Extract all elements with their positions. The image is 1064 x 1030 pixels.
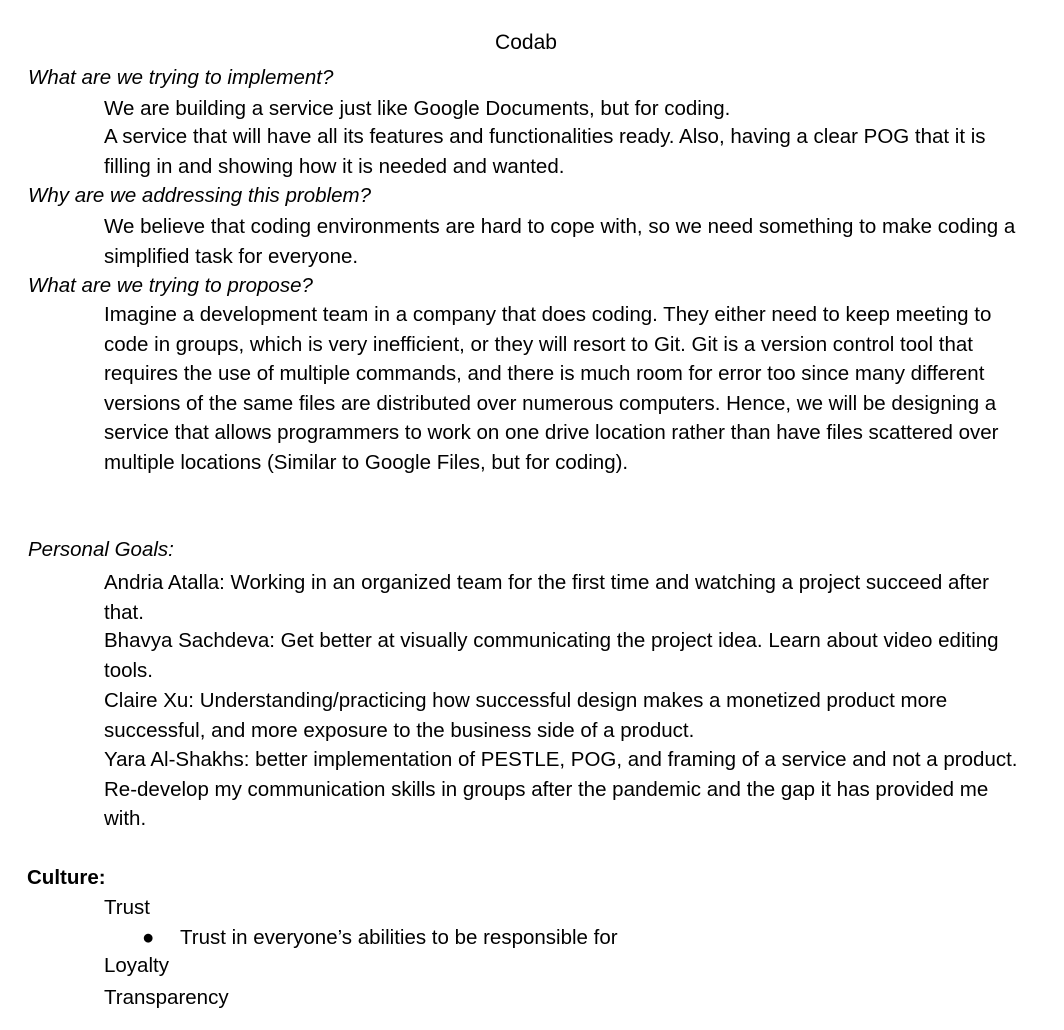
propose-paragraph-1: Imagine a development team in a company that does coding. They either need to keep meeting to code in groups, which is very inefficient, or they will resort to Git. Git is a version control tool that requires the use of multiple commands, and there is much room for error too since many different versions of the same files are distributed over numerous computers. Hence, we will be designing a service that allows programmers to work on one drive location rather than have files scattered over multiple locations (Similar to Google Files, but for coding).: [104, 303, 999, 474]
culture-heading: Culture:: [27, 866, 106, 889]
trust-bullet-item: [142, 925, 618, 951]
why-paragraph-1: We believe that coding environments are hard to cope with, so we need something to make coding a simplified task for everyone.: [104, 215, 1016, 268]
bullet-dot-icon: ●: [142, 926, 155, 949]
trust-bullet-text: Trust in everyone’s abilities to be responsible for: [180, 926, 618, 949]
personal-goals-heading: Personal Goals:: [28, 538, 174, 561]
culture-value-trust: Trust: [104, 896, 150, 919]
question-propose: What are we trying to propose?: [28, 274, 313, 297]
question-implement: What are we trying to implement?: [28, 66, 334, 89]
culture-value-loyalty: Loyalty: [104, 954, 169, 977]
goal-yara: Yara Al-Shakhs: better implementation of PESTLE, POG, and framing of a service and not a product. Re-develop my communication skills in groups after the pandemic and the gap it has provided me with.: [104, 748, 1018, 830]
document-title: Codab: [495, 31, 557, 54]
goal-bhavya: Bhavya Sachdeva: Get better at visually communicating the project idea. Learn about video editing tools.: [104, 629, 999, 682]
implement-paragraph-2: A service that will have all its features and functionalities ready. Also, having a clear POG that it is filling in and showing how it is needed and wanted.: [104, 125, 986, 178]
goal-andria: Andria Atalla: Working in an organized team for the first time and watching a project succeed after that.: [104, 571, 990, 624]
culture-value-transparency: Transparency: [104, 986, 229, 1009]
goal-claire: Claire Xu: Understanding/practicing how successful design makes a monetized product more successful, and more exposure to the business side of a product.: [104, 689, 948, 742]
question-why: Why are we addressing this problem?: [28, 184, 371, 207]
implement-paragraph-1: We are building a service just like Google Documents, but for coding.: [104, 97, 731, 120]
